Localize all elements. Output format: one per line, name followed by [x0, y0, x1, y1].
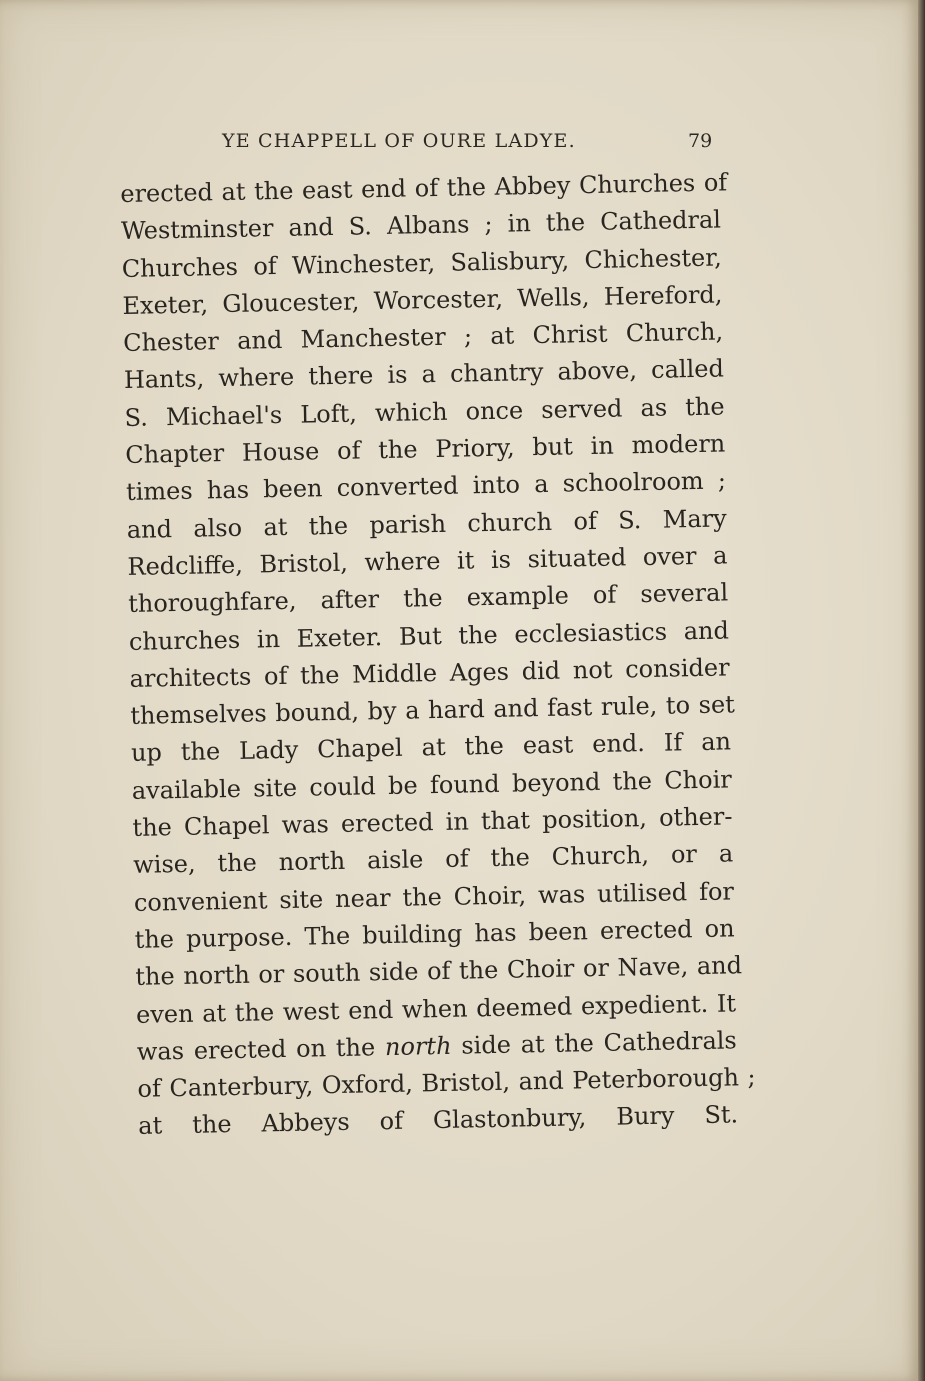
- text-line: architects of the Middle Ages did not consider: [129, 653, 730, 693]
- text-line: thoroughfare, after the example of several: [127, 578, 729, 619]
- text-line: the purpose. The building has been erected on: [134, 914, 735, 954]
- text-line: wise, the north aisle of the Church, or a: [132, 839, 734, 880]
- page-edge: [918, 0, 925, 1381]
- text-line: times has been converted into a schoolroom ;: [125, 466, 727, 507]
- line-segment: side at the Cathedrals: [461, 1026, 737, 1060]
- text-line: churches in Exeter. But the ecclesiastics and: [128, 615, 730, 656]
- text-line: Redcliffe, Bristol, where it is situated over a: [127, 541, 728, 581]
- text-line: themselves bound, by a hard and fast rule, to set: [130, 690, 736, 731]
- running-head: [118, 130, 718, 160]
- text-line: the north or south side of the Choir or Nave, and: [135, 951, 743, 992]
- text-line: available site could be found beyond the Choir: [131, 765, 732, 805]
- text-line: the Chapel was erected in that position, other-: [132, 802, 733, 842]
- text-line: Hants, where there is a chantry above, called: [123, 354, 725, 395]
- line-segment: was erected on the: [136, 1033, 376, 1066]
- text-line: Churches of Winchester, Salisbury, Chichester,: [121, 243, 722, 283]
- running-title: YE CHAPPELL OF OURE LADYE.: [222, 130, 576, 152]
- text-line: Westminster and S. Albans ; in the Cathedral: [120, 205, 722, 246]
- text-line: Exeter, Gloucester, Worcester, Wells, Hereford,: [122, 280, 723, 320]
- text-line: and also at the parish church of S. Mary: [126, 504, 727, 544]
- text-line: erected at the east end of the Abbey Churches of: [120, 168, 728, 208]
- text-line: convenient site near the Choir, was utilised for: [133, 876, 735, 917]
- text-line: even at the west end when deemed expedient. It: [135, 988, 737, 1029]
- body-text: [120, 164, 756, 1145]
- italic-word: north: [384, 1031, 452, 1061]
- text-line: up the Lady Chapel at the east end. If an: [130, 727, 732, 768]
- page-number: 79: [688, 130, 713, 152]
- text-line: of Canterbury, Oxford, Bristol, and Peterborough ;: [137, 1063, 756, 1103]
- text-line: Chapter House of the Priory, but in modern: [125, 429, 726, 470]
- text-line: Chester and Manchester ; at Christ Church,: [122, 317, 724, 358]
- text-line: at the Abbeys of Glastonbury, Bury St.: [137, 1100, 739, 1141]
- text-line: S. Michael's Loft, which once served as the: [124, 392, 725, 432]
